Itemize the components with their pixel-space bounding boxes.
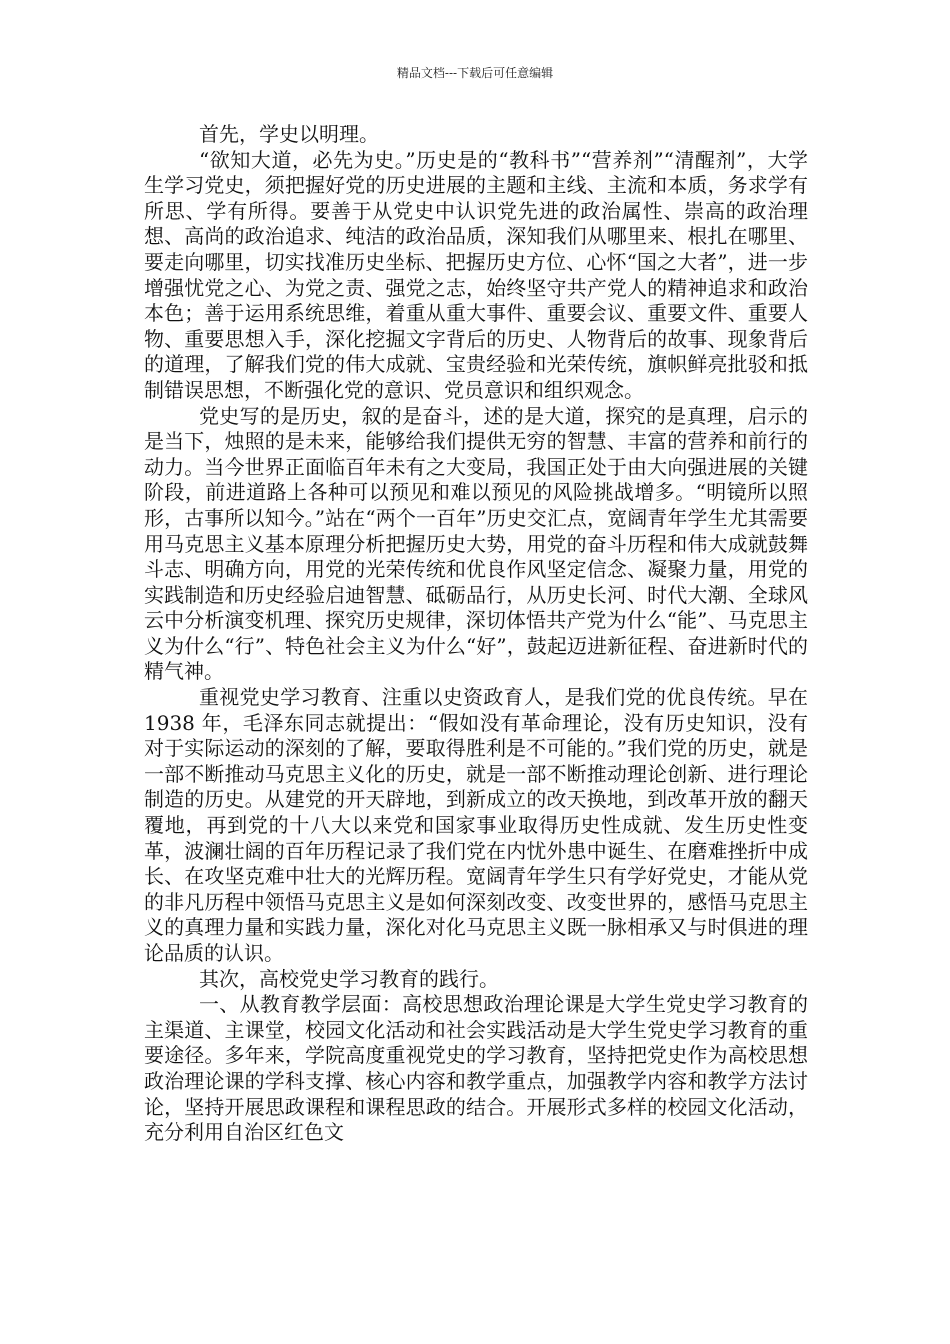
paragraph-party-history-wisdom: 党史写的是历史，叙的是奋斗，述的是大道，探究的是真理，启示的是当下，烛照的是未来，能够给我们提供无穷的智慧、丰富的营养和前行的动力。当今世界正面临百年未有之大变局，我国正处于由大向强进展的关键阶段，前进道路上各种可以预见和难以预见的风险挑战增多。“明镜所以照形，古事所以知今。”站在“两个一百年”历史交汇点，宽阔青年学生尤其需要用马克思主义基本原理分析把握历史大势，用党的奋斗历程和伟大成就鼓舞斗志、明确方向，用党的光荣传统和优良作风坚定信念、凝聚力量，用党的实践制造和历史经验启迪智慧、砥砺品行，从历史长河、时代大潮、全球风云中分析演变机理、探究历史规律，深切体悟共产党为什么“能”、马克思主义为什么“行”、特色社会主义为什么“好”，鼓起迈进新征程、奋进新时代的精气神。 [144, 403, 808, 684]
paragraph-history-textbook: “欲知大道，必先为史。”历史是的“教科书”“营养剂”“清醒剂”，大学生学习党史，须把握好党的历史进展的主题和主线、主流和本质，务求学有所思、学有所得。要善于从党史中认识党先进的政治属性、崇高的政治理想、高尚的政治追求、纯洁的政治品质，深知我们从哪里来、根扎在哪里、要走向哪里，切实找准历史坐标、把握历史方位、心怀“国之大者”，进一步增强忧党之心、为党之责、强党之志，始终坚守共产党人的精神追求和政治本色；善于运用系统思维，着重从重大事件、重要会议、重要文件、重要人物、重要思想入手，深化挖掘文字背后的历史、人物背后的故事、现象背后的道理，了解我们党的伟大成就、宝贵经验和光荣传统，旗帜鲜亮批驳和抵制错误思想，不断强化党的意识、党员意识和组织观念。 [144, 147, 808, 402]
paragraph-practice-heading: 其次，高校党史学习教育的践行。 [199, 966, 499, 991]
paragraph-intro-heading: 首先，学史以明理。 [199, 122, 379, 146]
page-header: 精品文档---下载后可任意编辑 [396, 66, 554, 80]
document-body [144, 122, 808, 1146]
paragraph-party-tradition: 重视党史学习教育、注重以史资政育人，是我们党的优良传统。早在 1938 年，毛泽东同志就提出：“假如没有革命理论，没有历史知识，没有对于实际运动的深刻的了解，要取得胜利是不可能的。”我们党的历史，就是一部不断推动马克思主义化的历史，就是一部不断推动理论创新、进行理论制造的历史。从建党的开天辟地，到新成立的改天换地，到改革开放的翻天覆地，再到党的十八大以来党和国家事业取得历史性成就、发生历史性变革，波澜壮阔的百年历程记录了我们党在内忧外患中诞生、在磨难挫折中成长、在攻坚克难中壮大的光辉历程。宽阔青年学生只有学好党史，才能从党的非凡历程中领悟马克思主义是如何深刻改变、改变世界的，感悟马克思主义的真理力量和实践力量，深化对化马克思主义既一脉相承又与时俱进的理论品质的认识。 [144, 685, 808, 965]
paragraph-teaching-level: 一、从教育教学层面：高校思想政治理论课是大学生党史学习教育的主渠道、主课堂，校园文化活动和社会实践活动是大学生党史学习教育的重要途径。多年来，学院高度重视党史的学习教育，坚持把党史作为高校思想政治理论课的学科支撑、核心内容和教学重点，加强教学内容和教学方法讨论，坚持开展思政课程和课程思政的结合。开展形式多样的校园文化活动，充分利用自治区红色文 [144, 992, 808, 1145]
